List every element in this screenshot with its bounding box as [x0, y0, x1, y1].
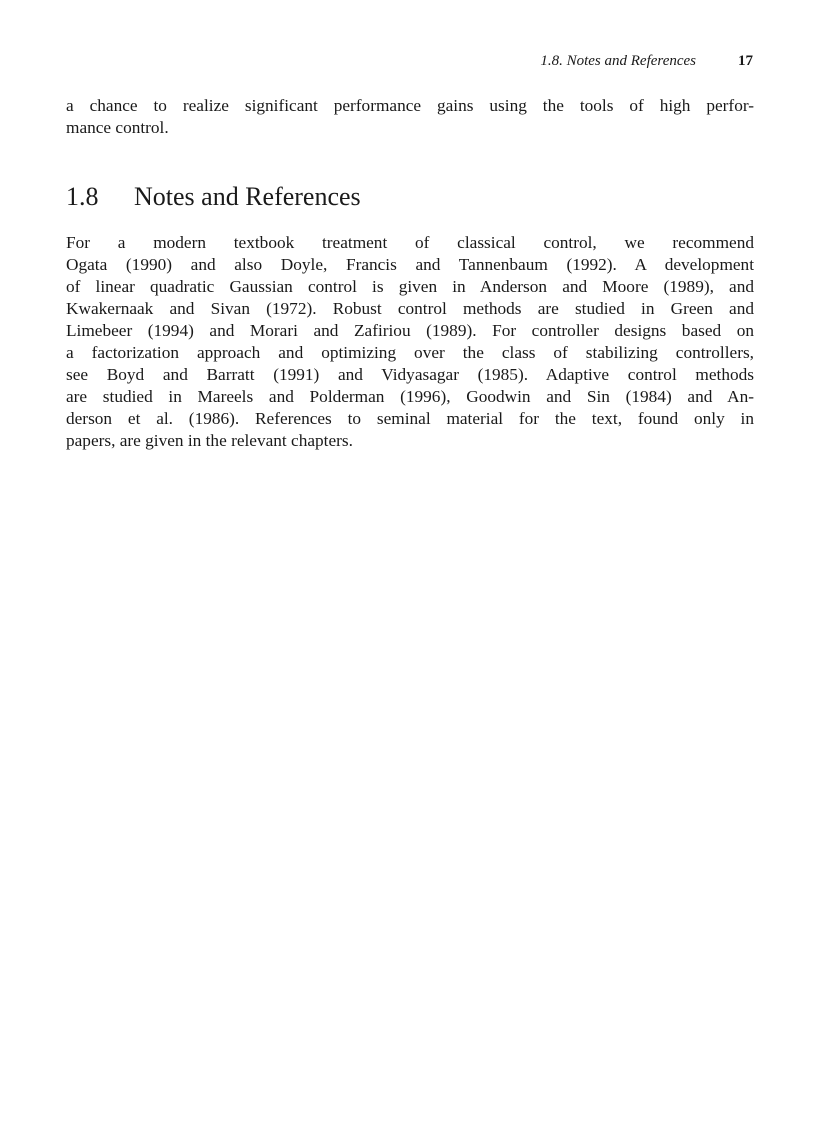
paragraph-line: Kwakernaak and Sivan (1972). Robust control methods are studied in Green and: [66, 299, 754, 318]
paragraph-line: a factorization approach and optimizing over the class of stabilizing controllers,: [66, 343, 754, 362]
paragraph-line: derson et al. (1986). References to seminal material for the text, found only in: [66, 409, 754, 428]
section-heading: [66, 180, 361, 214]
carryover-paragraph: [66, 95, 754, 139]
page-number: 17: [738, 53, 753, 69]
paragraph-line: are studied in Mareels and Polderman (1996), Goodwin and Sin (1984) and An-: [66, 387, 754, 406]
paragraph-line: of linear quadratic Gaussian control is given in Anderson and Moore (1989), and: [66, 277, 754, 296]
section-number: 1.8: [66, 182, 99, 211]
paragraph-line: Ogata (1990) and also Doyle, Francis and Tannenbaum (1992). A development: [66, 255, 754, 274]
notes-paragraph: [66, 232, 754, 452]
paragraph-line: papers, are given in the relevant chapters.: [66, 431, 353, 450]
paragraph-line: a chance to realize significant performance gains using the tools of high perfor-: [66, 96, 754, 115]
paragraph-line: mance control.: [66, 118, 169, 137]
section-title: Notes and References: [134, 182, 361, 211]
paragraph-line: Limebeer (1994) and Morari and Zafiriou (1989). For controller designs based on: [66, 321, 754, 340]
running-head-title: 1.8. Notes and References: [540, 53, 696, 69]
running-head: [66, 51, 754, 71]
paragraph-line: see Boyd and Barratt (1991) and Vidyasagar (1985). Adaptive control methods: [66, 365, 754, 384]
paragraph-line: For a modern textbook treatment of classical control, we recommend: [66, 233, 754, 252]
